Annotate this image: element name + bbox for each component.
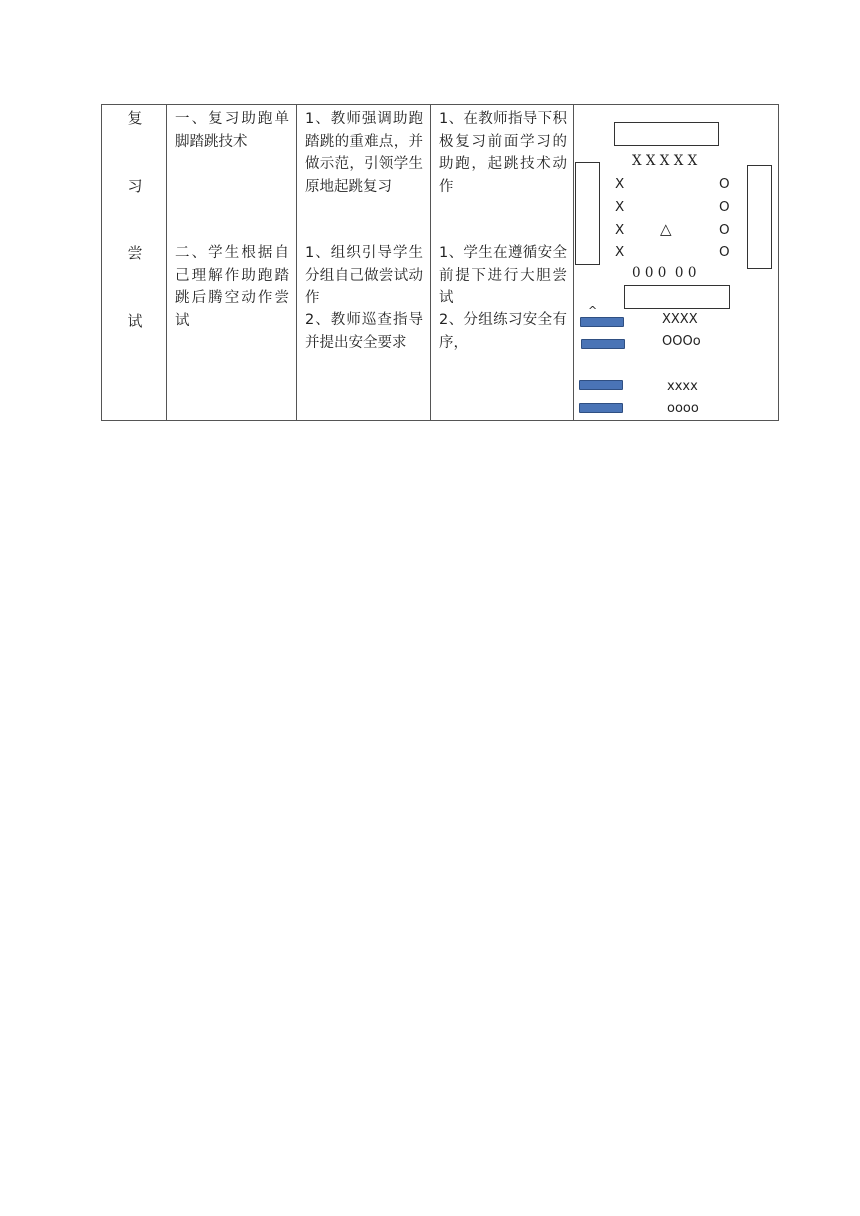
teacher-position-icon: △ (660, 220, 672, 238)
left-student-2: X (615, 199, 625, 215)
phase-char-fu: 复 (127, 109, 143, 127)
top-mat-rect (614, 122, 719, 146)
group-label-2: OOOo (662, 334, 701, 349)
bottom-mat-rect (624, 285, 730, 309)
right-student-3: O (719, 222, 730, 238)
left-student-1: X (615, 176, 625, 192)
student-activity-attempt: 1、学生在遵循安全前提下进行大胆尝试 (439, 245, 567, 306)
teacher-activity-inspect: 2、教师巡查指导并提出安全要求 (305, 312, 423, 351)
right-mat-rect (747, 165, 772, 269)
student-activity-review: 1、在教师指导下积极复习前面学习的助跑，起跳技术动作 (439, 111, 567, 195)
left-student-4: X (615, 244, 625, 260)
group-label-1: XXXX (662, 312, 698, 327)
right-student-4: O (719, 244, 730, 260)
phase-char-shi: 试 (127, 312, 143, 330)
left-mat-rect (575, 162, 600, 265)
caret-mark: ^ (588, 304, 598, 317)
teacher-activity-organize: 1、组织引导学生分组自己做尝试动作 (305, 245, 423, 306)
student-activity-practice: 2、分组练习安全有序， (439, 312, 567, 351)
left-student-3: X (615, 222, 625, 238)
teacher-activity-review: 1、教师强调助跑踏跳的重难点，并做示范，引领学生原地起跳复习 (305, 111, 423, 195)
content-review-item: 一、复习助跑单脚踏跳技术 (175, 111, 289, 150)
bottom-row-students: 0 0 0 0 0 (632, 265, 697, 281)
formation-diagram (102, 105, 780, 422)
content-attempt-item: 二、学生根据自己理解作助跑踏跳后腾空动作尝试 (175, 245, 289, 329)
phase-char-xi: 习 (127, 177, 143, 195)
group-label-3: xxxx (667, 379, 698, 394)
springboard-bar-1 (580, 317, 624, 327)
right-student-1: O (719, 176, 730, 192)
springboard-bar-3 (579, 380, 623, 390)
top-row-students: X X X X X (632, 153, 698, 169)
springboard-bar-2 (581, 339, 625, 349)
lesson-plan-table (101, 104, 779, 421)
springboard-bar-4 (579, 403, 623, 413)
right-student-2: O (719, 199, 730, 215)
group-label-4: oooo (667, 401, 699, 416)
phase-char-chang: 尝 (127, 244, 143, 262)
